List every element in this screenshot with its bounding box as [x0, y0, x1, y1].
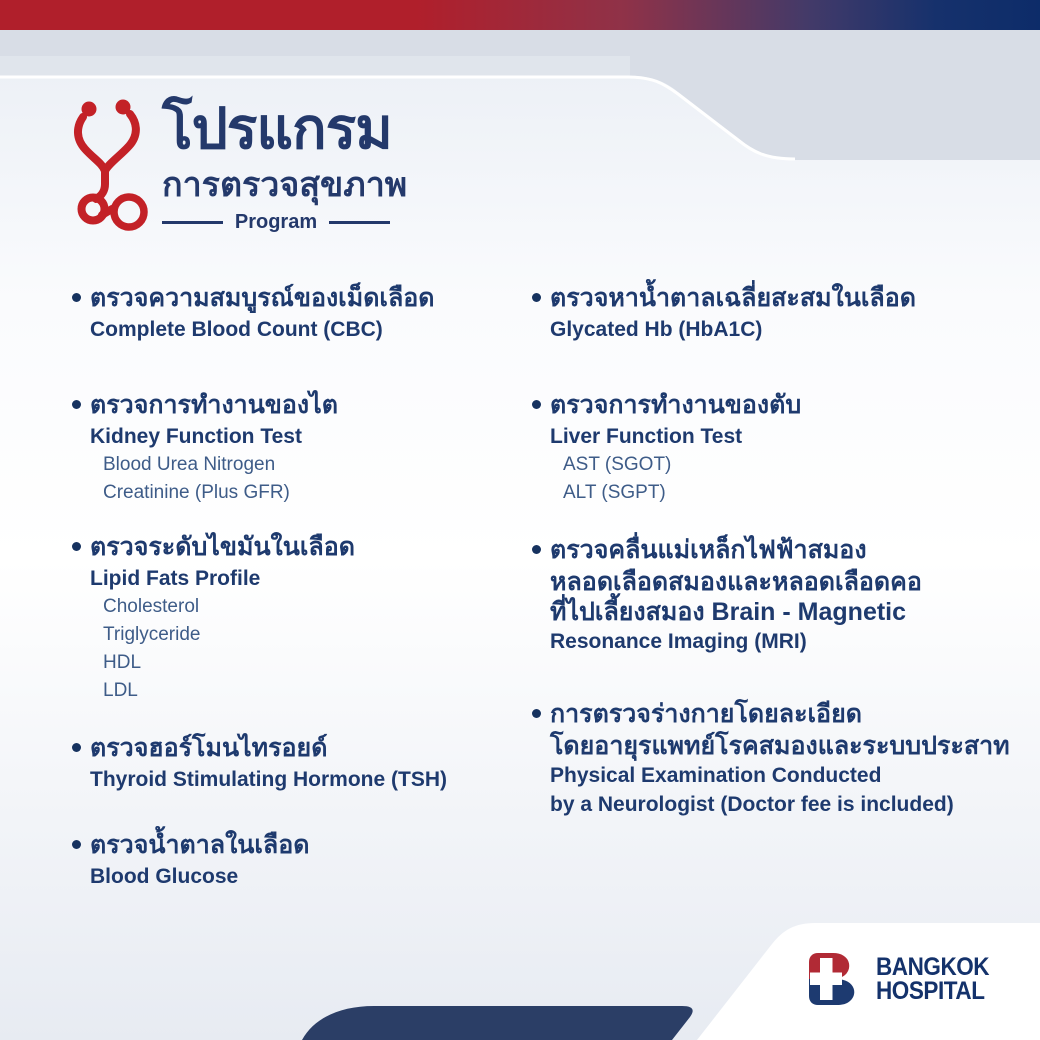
- item-title-th: ตรวจน้ำตาลในเลือด: [90, 831, 310, 859]
- bullet-icon: [72, 293, 81, 302]
- hospital-b-cross-icon: [805, 952, 863, 1006]
- item-line: Triglyceride: [103, 624, 201, 645]
- program-label-row: [162, 211, 390, 234]
- item-line: Blood Glucose: [90, 865, 239, 888]
- item-line: Resonance Imaging (MRI): [550, 630, 807, 653]
- item-line: LDL: [103, 680, 138, 701]
- item-title-th: ตรวจฮอร์โมนไทรอยด์: [90, 734, 328, 762]
- item-line: by a Neurologist (Doctor fee is included): [550, 793, 954, 816]
- item-line: Kidney Function Test: [90, 425, 302, 448]
- checkup-list-left: [90, 281, 530, 891]
- bullet-icon: [532, 709, 541, 718]
- item-line: หลอดเลือดสมองและหลอดเลือดคอ: [550, 568, 922, 596]
- item-line: HDL: [103, 652, 142, 673]
- bangkok-hospital-logo: [805, 952, 1002, 1006]
- item-title-th: ตรวจหาน้ำตาลเฉลี่ยสะสมในเลือด: [550, 284, 916, 312]
- bullet-icon: [72, 743, 81, 752]
- top-gradient-bar: [0, 0, 1040, 30]
- program-label: Program: [234, 211, 318, 233]
- checkup-item: [90, 828, 530, 891]
- item-line: Cholesterol: [103, 596, 200, 617]
- bullet-icon: [532, 400, 541, 409]
- bullet-icon: [532, 293, 541, 302]
- item-title-th: ตรวจความสมบูรณ์ของเม็ดเลือด: [90, 284, 435, 312]
- item-line: AST (SGOT): [563, 454, 672, 475]
- item-line: ที่ไปเลี้ยงสมอง Brain - Magnetic: [550, 598, 907, 626]
- rule-right: [329, 221, 390, 224]
- item-line: Liver Function Test: [550, 425, 743, 448]
- program-title-th: โปรแกรม: [162, 97, 392, 161]
- checkup-item: [90, 731, 530, 794]
- item-line: Lipid Fats Profile: [90, 567, 261, 590]
- footer-navy-swoosh: [302, 1006, 693, 1040]
- checkup-item: [550, 388, 1030, 507]
- item-title-th: ตรวจคลื่นแม่เหล็กไฟฟ้าสมอง: [550, 536, 867, 564]
- bullet-icon: [72, 400, 81, 409]
- item-line: Creatinine (Plus GFR): [103, 482, 290, 503]
- program-subtitle-th: การตรวจสุขภาพ: [162, 166, 408, 204]
- item-line: ALT (SGPT): [563, 482, 666, 503]
- program-logo-block: [64, 96, 484, 246]
- checkup-item: [90, 530, 530, 705]
- hospital-name-line2: HOSPITAL: [876, 977, 985, 1005]
- item-line: Blood Urea Nitrogen: [103, 454, 276, 475]
- hospital-name-line1: BANGKOK: [876, 953, 990, 981]
- rule-left: [162, 221, 223, 224]
- checkup-item: [90, 281, 530, 344]
- item-line: Thyroid Stimulating Hormone (TSH): [90, 768, 447, 791]
- bullet-icon: [532, 545, 541, 554]
- bullet-icon: [72, 840, 81, 849]
- item-line: Complete Blood Count (CBC): [90, 318, 383, 341]
- checkup-item: [550, 281, 1030, 344]
- item-title-th: การตรวจร่างกายโดยละเอียด: [550, 700, 862, 728]
- stethoscope-icon: [68, 98, 164, 240]
- gray-band-light: [0, 56, 630, 76]
- bullet-icon: [72, 542, 81, 551]
- checkup-item: [550, 533, 1030, 656]
- item-title-th: ตรวจการทำงานของไต: [90, 391, 338, 419]
- item-title-th: ตรวจระดับไขมันในเลือด: [90, 533, 355, 561]
- checkup-item: [550, 697, 1030, 819]
- item-line: Glycated Hb (HbA1C): [550, 318, 763, 341]
- item-title-th: ตรวจการทำงานของตับ: [550, 391, 802, 419]
- item-line: Physical Examination Conducted: [550, 764, 882, 787]
- item-line: โดยอายุรแพทย์โรคสมองและระบบประสาท: [550, 732, 1010, 760]
- checkup-item: [90, 388, 530, 507]
- checkup-list-right: [550, 281, 1030, 819]
